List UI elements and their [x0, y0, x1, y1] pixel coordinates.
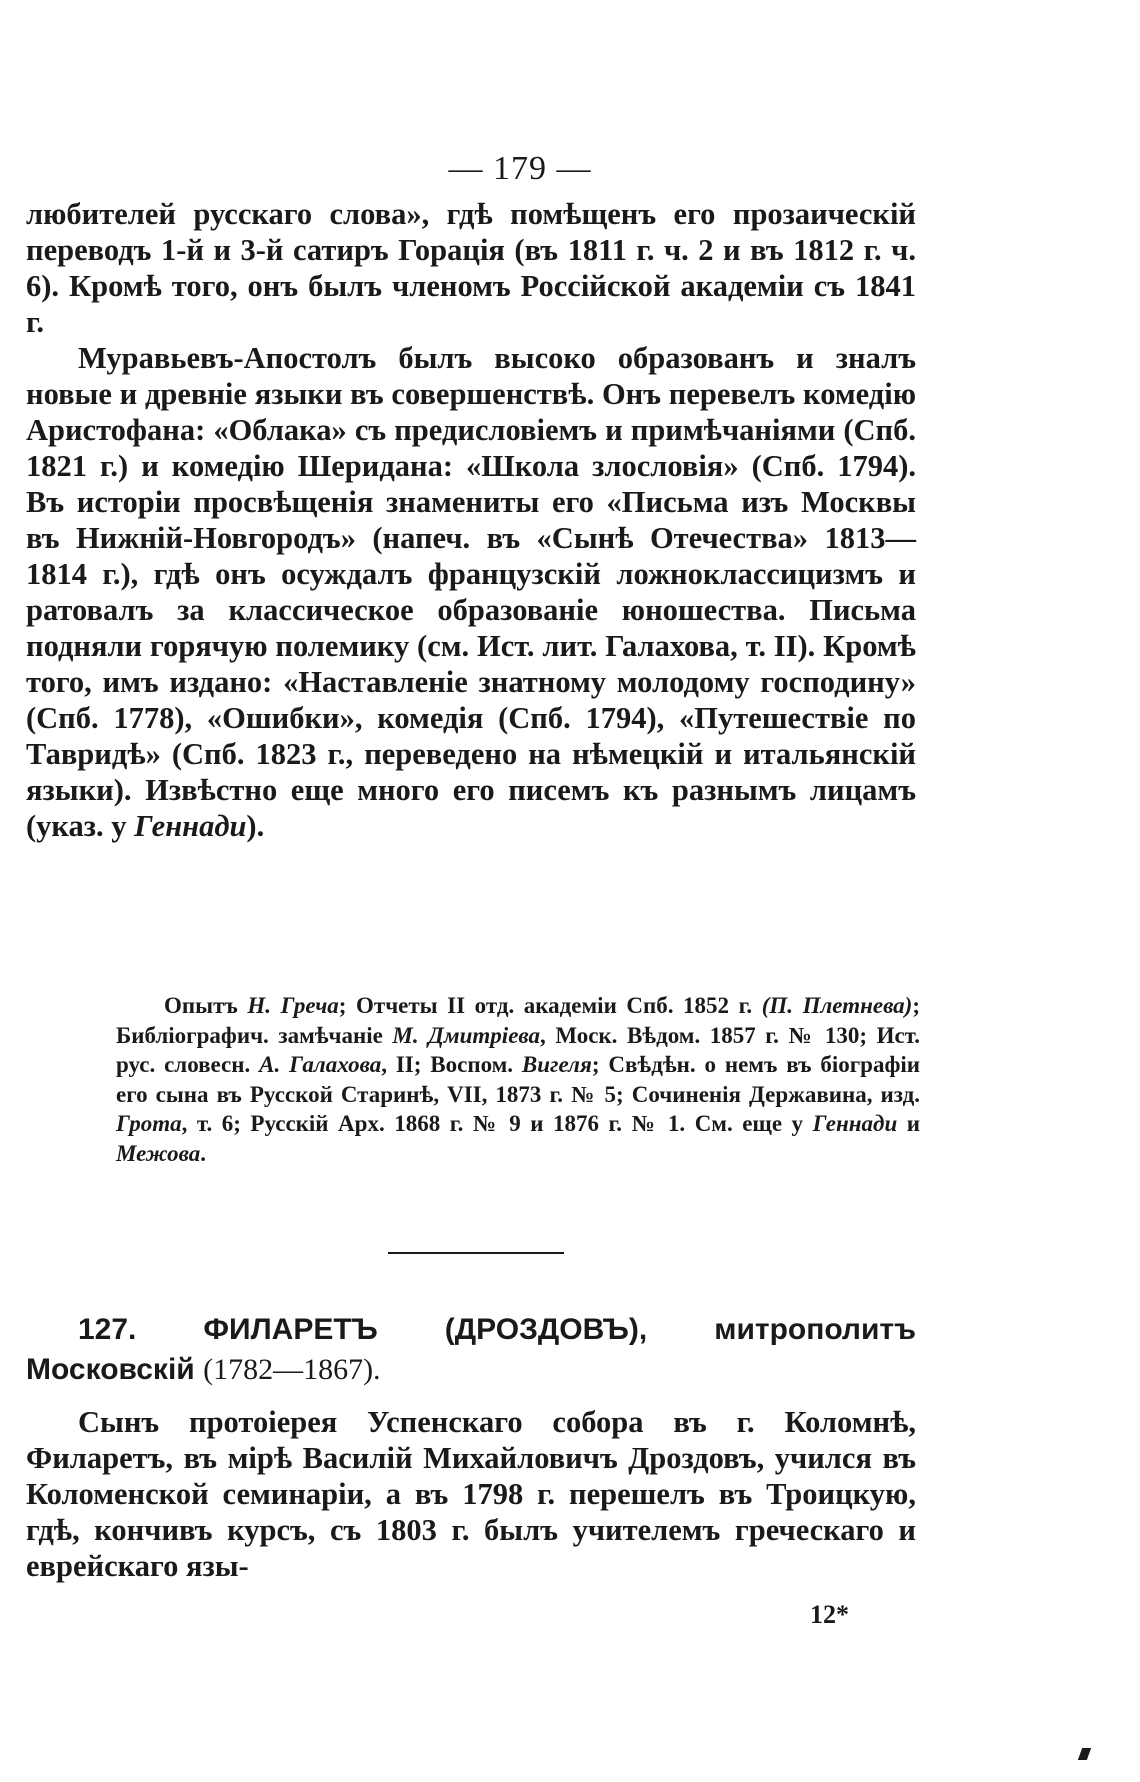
ref-author: Вигеля	[521, 1052, 592, 1077]
paragraph-continuation: любителей русскаго слова», гдѣ помѣщенъ его прозаическій переводъ 1-й и 3-й сатиръ Горація (въ 1811 г. ч. 2 и въ 1812 г. ч. 6). Кромѣ того, онъ былъ членомъ Россійской академіи съ 1841 г.	[26, 197, 916, 339]
ref-text: , Моск. Вѣдом. 1857 г. № 130; Ист. рус. словесн.	[116, 1022, 920, 1077]
heading-title: 127. ФИЛАРЕТЪ (ДРОЗДОВЪ), митрополитъ Московскій	[26, 1313, 916, 1386]
ref-text: ; Свѣдѣн. о немъ въ біографіи его сына въ Русской Старинѣ, VII, 1873 г. № 5; Сочиненія Державина, изд.	[116, 1052, 921, 1107]
ref-text: ; Отчеты II отд. академіи Спб. 1852 г.	[338, 993, 753, 1018]
ref-author: Грота	[116, 1111, 182, 1136]
ref-text: и	[906, 1111, 921, 1136]
printer-signature-mark: 12*	[810, 1600, 849, 1629]
paragraph-filaret: Сынъ протоіерея Успенскаго собора въ г. Коломнѣ, Филаретъ, въ мірѣ Василій Михайловичъ Дроздовъ, учился въ Коломенской семинаріи, а въ 1798 г. перешелъ въ Троицкую, гдѣ, кончивъ курсъ, съ 1803 г. былъ учителемъ греческаго и еврейскаго язы-	[26, 1405, 916, 1583]
ref-author: (П. Плетнева)	[761, 993, 913, 1018]
ref-author: Н. Греча	[247, 993, 339, 1018]
ref-text: Опытъ	[164, 993, 238, 1018]
paragraph-muravyev-apostol	[26, 340, 916, 844]
ref-text: , II; Воспом.	[381, 1052, 514, 1077]
page-number: — 179 —	[448, 150, 592, 187]
author-gennadi: Геннади	[134, 809, 247, 843]
ref-text: .	[200, 1140, 206, 1166]
ref-author: Геннади	[812, 1111, 898, 1136]
paragraph-end: ).	[246, 809, 265, 843]
ref-author: А. Галахова	[259, 1052, 382, 1077]
section-heading	[26, 1310, 916, 1390]
paragraph-text: Муравьевъ-Апостолъ былъ высоко образованъ и зналъ новые и древніе языки въ совершенствѣ. Онъ перевелъ комедію Аристофана: «Облака» съ предисловіемъ и примѣчаніями (Спб. 1821 г.) и комедію Шеридана: «Школа злословія» (Спб. 1794). Въ исторіи просвѣщенія знамениты его «Письма изъ Москвы въ Нижній-Новгородъ» (напеч. въ «Сынѣ Отечества» 1813—1814 г.), гдѣ онъ осуждалъ французскій ложноклассицизмъ и ратовалъ за классическое образованіе юношества. Письма подняли горячую полемику (см. Ист. лит. Галахова, т. II). Кромѣ того, имъ издано: «Наставленіе знатному молодому господину» (Спб. 1778), «Ошибки», комедія (Спб. 1794), «Путешествіе по Тавридѣ» (Спб. 1823 г., переведено на нѣмецкій и итальянскій языки). Извѣстно еще много его писемъ къ разнымъ лицамъ (указ. у	[26, 341, 916, 843]
heading-dates: (1782—1867).	[203, 1353, 381, 1386]
ref-text: , т. 6; Русскій Арх. 1868 г. № 9 и 1876 г. № 1. См. еще у	[181, 1111, 804, 1136]
ref-author: Межова	[116, 1140, 201, 1166]
section-divider	[388, 1252, 564, 1254]
ref-text: ; Библіографич. замѣчаніе	[116, 993, 921, 1048]
references-block	[116, 991, 920, 1168]
ink-speck	[1078, 1748, 1091, 1760]
ref-author: М. Дмитріева	[392, 1022, 541, 1048]
